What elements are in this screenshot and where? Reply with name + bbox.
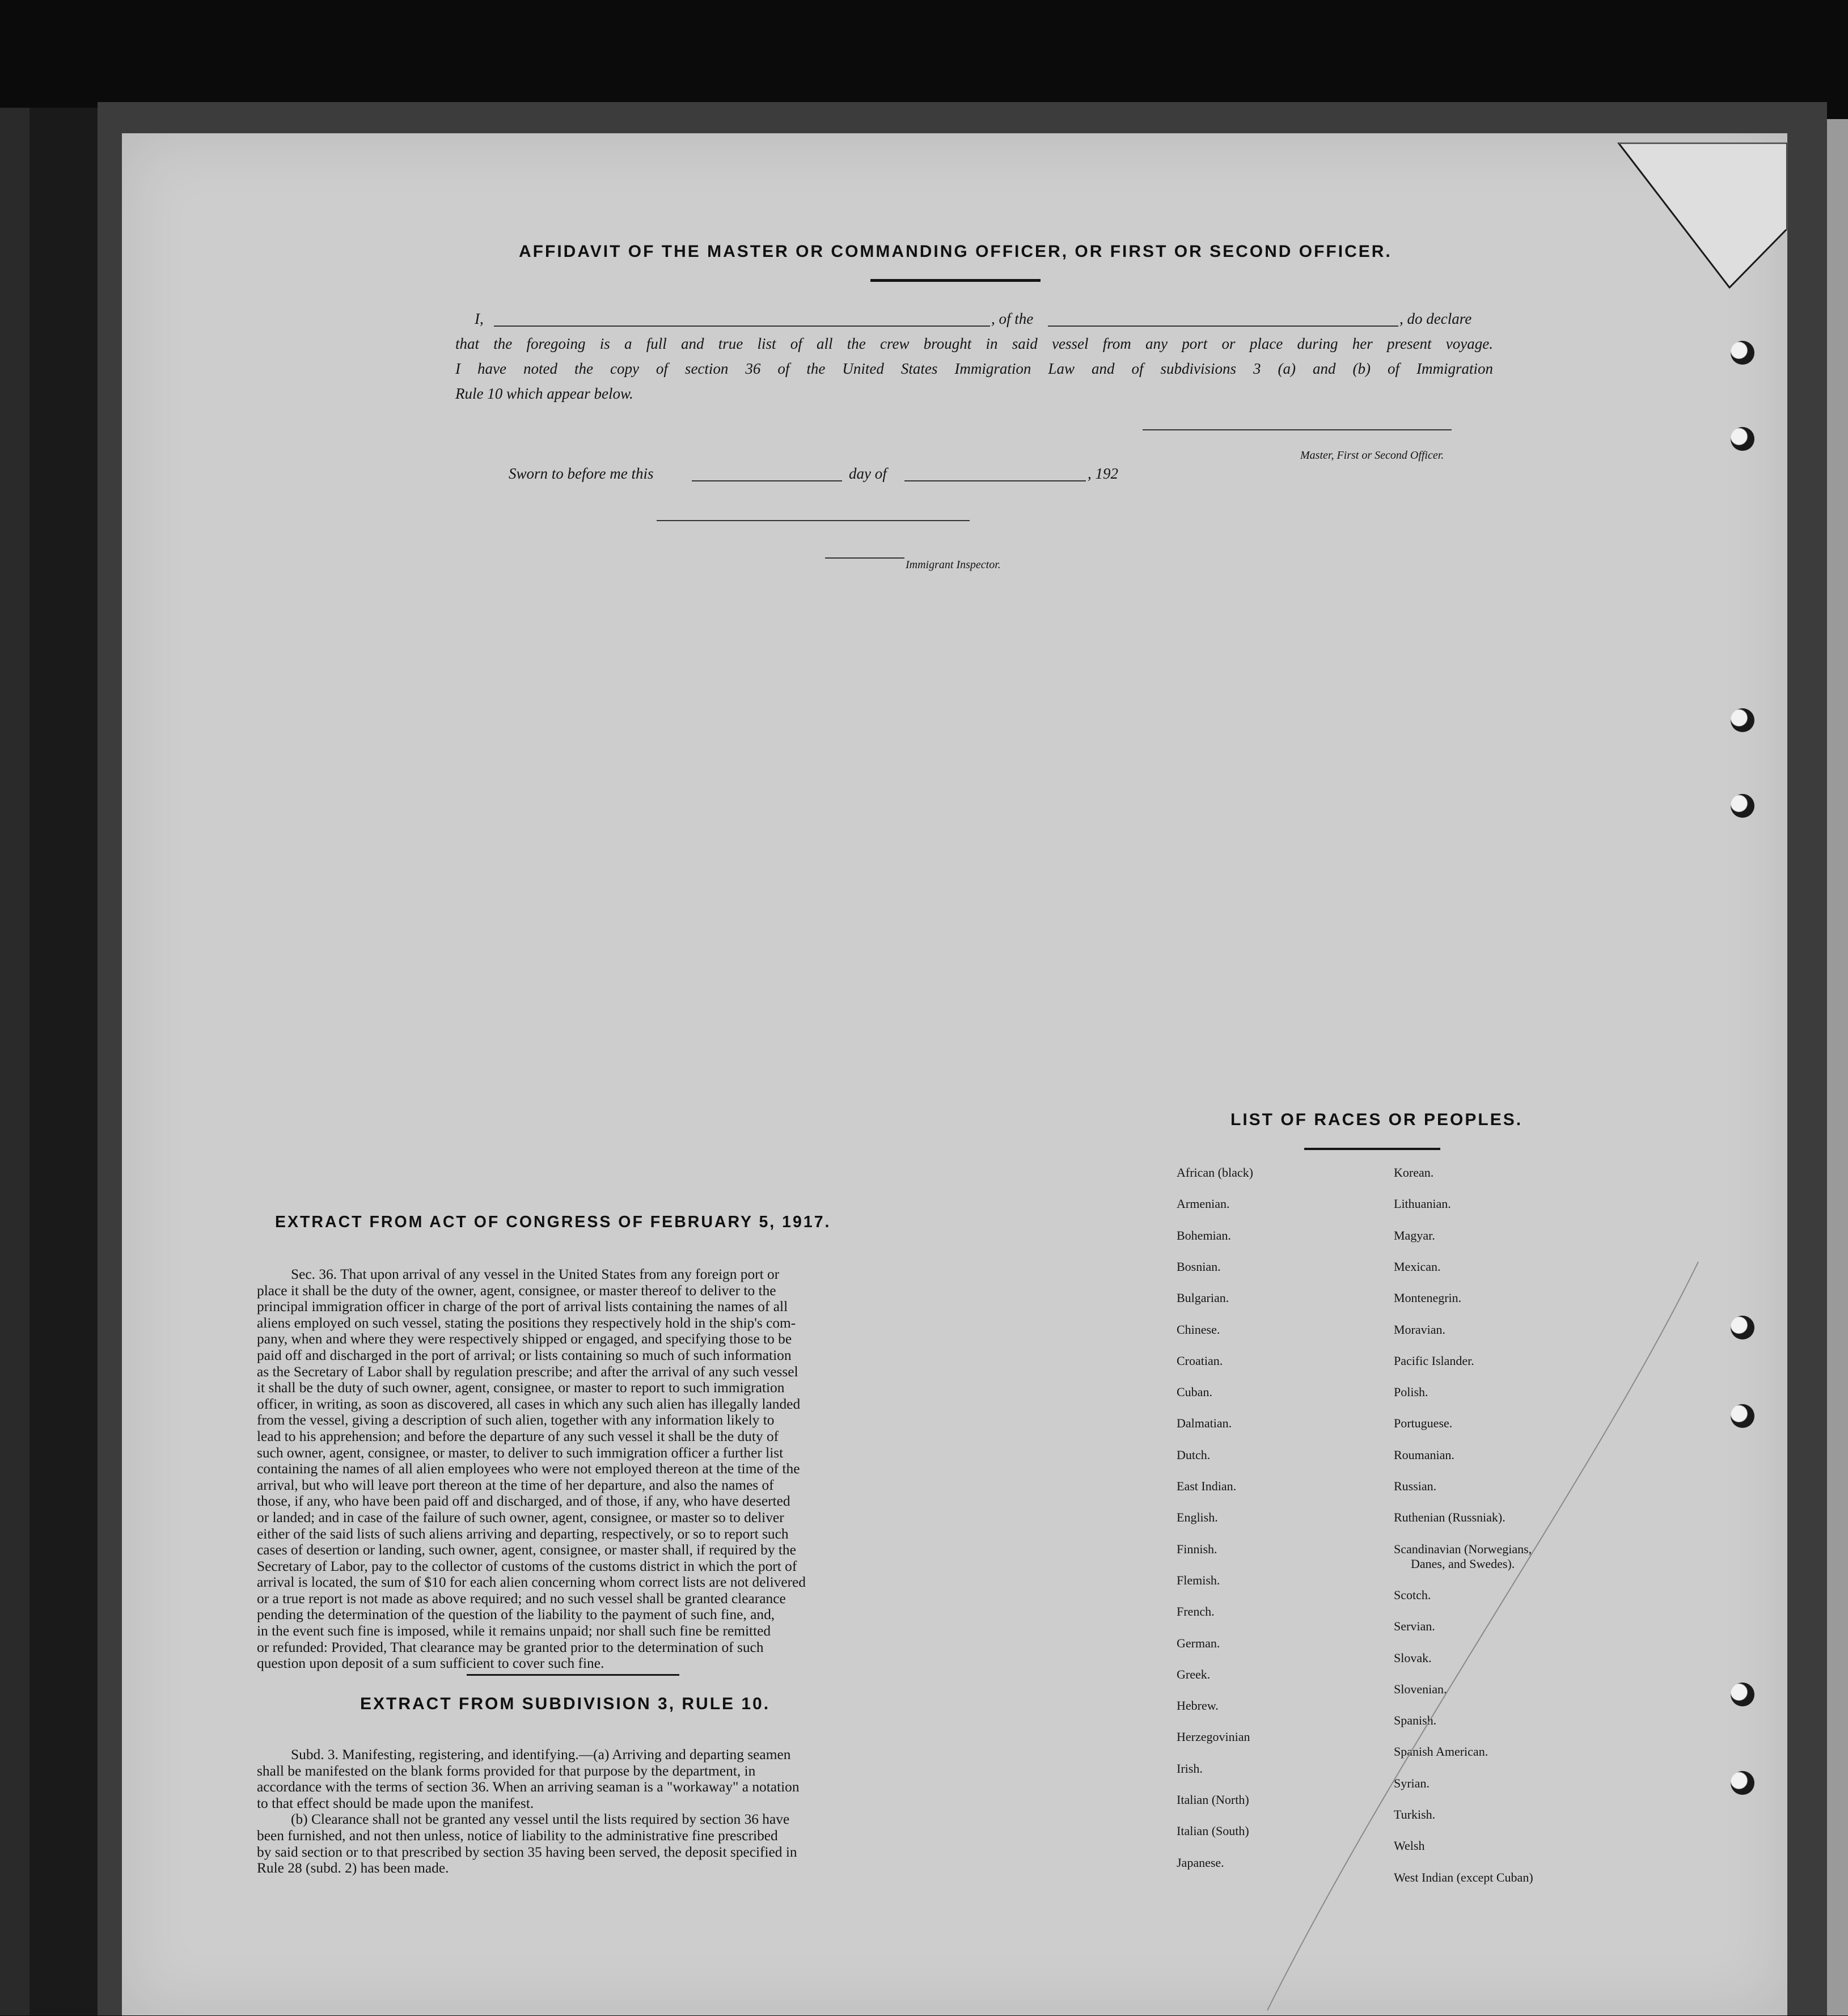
race-entry: Polish. — [1394, 1385, 1428, 1400]
binder-hole-icon — [1731, 1404, 1754, 1428]
paper-crease — [1256, 1256, 1710, 2016]
affidavit-line-2: that the foregoing is a full and true list of all the crew brought in said vessel from any port or place during her present voyage. — [455, 335, 1493, 352]
film-border-left-inner — [29, 108, 98, 2015]
text-line: or refunded: Provided, That clearance may be granted prior to the determination of such — [257, 1639, 764, 1655]
race-entry: Cuban. — [1177, 1385, 1212, 1400]
races-title-rule — [1304, 1148, 1440, 1150]
affidavit-line-4: Rule 10 which appear below. — [455, 385, 633, 402]
text-line: pending the determination of the question of the liability to the payment of such fine, and, — [257, 1607, 775, 1623]
text-line: accordance with the terms of section 36. When an arriving seaman is a "workaway" a notation — [257, 1779, 800, 1795]
race-entry: Slovak. — [1394, 1650, 1432, 1665]
race-entry: Moravian. — [1394, 1322, 1446, 1337]
race-entry: French. — [1177, 1604, 1215, 1619]
text-line: those, if any, who have been paid off and discharged, and of those, if any, who have deserted — [257, 1493, 790, 1510]
text-line: place it shall be the duty of the owner, agent, consignee, or master thereof to deliver to the — [257, 1282, 776, 1299]
inspector-signature-line — [825, 556, 904, 559]
affidavit-of-the: , of the — [991, 310, 1034, 327]
film-border-left — [0, 108, 29, 2015]
text-line: lead to his apprehension; and before the departure of any such vessel it shall be the duty of — [257, 1428, 779, 1444]
race-entry: Turkish. — [1394, 1807, 1436, 1821]
race-entry: Russian. — [1394, 1479, 1437, 1493]
binder-hole-icon — [1731, 708, 1754, 732]
race-entry: Chinese. — [1177, 1322, 1220, 1337]
race-entry: Croatian. — [1177, 1353, 1223, 1368]
underlying-page-edge — [1827, 119, 1848, 2015]
race-entry: German. — [1177, 1635, 1220, 1650]
text-line: as the Secretary of Labor shall by regulation prescribe; and after the arrival of any such vessel — [257, 1363, 798, 1380]
race-entry: Greek. — [1177, 1667, 1211, 1681]
text-line: question upon deposit of a sum sufficient to cover such fine. — [257, 1655, 604, 1672]
name-blank — [494, 310, 990, 327]
race-entry: Italian (North) — [1177, 1793, 1249, 1807]
affidavit-title: AFFIDAVIT OF THE MASTER OR COMMANDING OFFICER, OR FIRST OR SECOND OFFICER. — [519, 242, 1392, 261]
sworn-year: , 192 — [1088, 465, 1118, 482]
race-entry: Flemish. — [1177, 1573, 1220, 1587]
races-title: LIST OF RACES OR PEOPLES. — [1230, 1110, 1523, 1129]
text-line: arrival, but who will leave port thereon at the time of her departure, and also the names of — [257, 1477, 774, 1493]
text-line: paid off and discharged in the port of arrival; or lists containing so much of such information — [257, 1347, 792, 1363]
race-entry: West Indian (except Cuban) — [1394, 1870, 1533, 1884]
text-line: principal immigration officer in charge of the port of arrival lists containing the names of all — [257, 1299, 788, 1315]
affidavit-title-rule — [870, 279, 1041, 282]
race-entry: Japanese. — [1177, 1855, 1224, 1870]
race-entry: Slovenian. — [1394, 1681, 1447, 1696]
race-entry: Montenegrin. — [1394, 1291, 1462, 1305]
text-line: Subd. 3. Manifesting, registering, and identifying.—(a) Arriving and departing seamen — [291, 1747, 791, 1763]
act-extract-text — [257, 1266, 1011, 1672]
binder-hole-icon — [1731, 794, 1754, 818]
race-entry: Mexican. — [1394, 1259, 1441, 1274]
text-line: in the event such fine is imposed, while it remains unpaid; nor shall such fine be remitted — [257, 1623, 771, 1639]
race-entry: Bohemian. — [1177, 1228, 1231, 1242]
sworn-month-blank — [904, 465, 1086, 481]
text-line: been furnished, and not then unless, notice of liability to the administrative fine prescribed — [257, 1827, 778, 1844]
text-line: containing the names of all alien employees who were not employed thereon at the time of the — [257, 1461, 800, 1477]
race-entry: Dalmatian. — [1177, 1416, 1232, 1431]
binder-hole-icon — [1731, 1683, 1754, 1706]
race-entry: Portuguese. — [1394, 1416, 1453, 1431]
binder-hole-icon — [1731, 341, 1754, 365]
race-entry: Danes, and Swedes). — [1411, 1556, 1515, 1571]
binder-hole-icon — [1731, 427, 1754, 451]
race-entry: Welsh — [1394, 1839, 1425, 1853]
race-entry: Armenian. — [1177, 1197, 1230, 1211]
race-entry: Scandinavian (Norwegians, — [1394, 1541, 1532, 1556]
race-entry: Spanish American. — [1394, 1744, 1488, 1759]
sworn-line — [122, 465, 1787, 488]
race-entry: East Indian. — [1177, 1479, 1237, 1493]
race-entry: Magyar. — [1394, 1228, 1435, 1242]
sworn-prefix: Sworn to before me this — [509, 465, 654, 482]
text-line: by said section or to that prescribed by section 35 having been served, the deposit specified in — [257, 1844, 797, 1860]
race-entry: Syrian. — [1394, 1776, 1430, 1790]
race-entry: Bosnian. — [1177, 1259, 1221, 1274]
race-entry: Roumanian. — [1394, 1447, 1454, 1462]
race-entry: Irish. — [1177, 1761, 1203, 1776]
text-line: cases of desertion or landing, such owner, agent, consignee, or master shall, if required by the — [257, 1542, 796, 1558]
race-entry: Finnish. — [1177, 1541, 1217, 1556]
race-entry: English. — [1177, 1510, 1218, 1525]
race-entry: Dutch. — [1177, 1447, 1211, 1462]
race-entry: Scotch. — [1394, 1587, 1431, 1602]
text-line: or landed; and in case of the failure of such owner, agent, consignee, or master so to deliver — [257, 1509, 784, 1525]
act-extract-title: EXTRACT FROM ACT OF CONGRESS OF FEBRUARY 5, 1917. — [275, 1213, 831, 1231]
affidavit-i: I, — [475, 310, 484, 327]
text-line: arrival is located, the sum of $10 for each alien concerning whom correct lists are not delivered — [257, 1574, 806, 1591]
text-line: either of the said lists of such aliens arriving and departing, respectively, or so to report such — [257, 1525, 789, 1542]
signature-line — [1143, 428, 1452, 430]
act-extract-divider — [467, 1674, 679, 1676]
race-entry: Korean. — [1394, 1165, 1434, 1180]
text-line: aliens employed on such vessel, stating the positions they respectively hold in the ship's com- — [257, 1315, 796, 1331]
text-line: Sec. 36. That upon arrival of any vessel in the United States from any foreign port or — [291, 1266, 780, 1282]
text-line: pany, when and where they were respectively shipped or engaged, and specifying those to be — [257, 1331, 792, 1347]
race-entry: Italian (South) — [1177, 1824, 1249, 1839]
text-line: shall be manifested on the blank forms provided for that purpose by the department, in — [257, 1763, 756, 1779]
binder-hole-icon — [1731, 1771, 1754, 1795]
inspector-caption: Immigrant Inspector. — [906, 559, 1001, 571]
binder-hole-icon — [1731, 1316, 1754, 1339]
sworn-day-blank — [692, 465, 842, 481]
text-line: from the vessel, giving a description of such alien, together with any information likely to — [257, 1412, 775, 1428]
folded-corner — [1616, 139, 1792, 292]
witness-signature-line — [657, 519, 970, 521]
race-entry: African (black) — [1177, 1165, 1253, 1180]
race-entry: Herzegovinian — [1177, 1730, 1250, 1744]
race-entry: Lithuanian. — [1394, 1197, 1451, 1211]
sworn-day-of: day of — [849, 465, 887, 482]
text-line: Rule 28 (subd. 2) has been made. — [257, 1860, 449, 1876]
signature-caption: Master, First or Second Officer. — [1300, 449, 1444, 462]
race-entry: Pacific Islander. — [1394, 1353, 1474, 1368]
vessel-blank — [1048, 310, 1398, 327]
document-page — [122, 133, 1787, 2015]
rule-extract-text — [257, 1747, 1011, 1876]
race-entry: Bulgarian. — [1177, 1291, 1229, 1305]
race-entry: Hebrew. — [1177, 1698, 1219, 1713]
text-line: officer, in writing, as soon as discovered, all cases in which any such alien has illegally landed — [257, 1396, 801, 1412]
race-entry: Spanish. — [1394, 1713, 1437, 1728]
text-line: (b) Clearance shall not be granted any vessel until the lists required by section 36 have — [291, 1811, 790, 1828]
rule-extract-title: EXTRACT FROM SUBDIVISION 3, RULE 10. — [360, 1694, 771, 1713]
text-line: or a true report is not made as above required; and no such vessel shall be granted clearance — [257, 1590, 786, 1607]
affidavit-line-1 — [122, 310, 1787, 333]
text-line: such owner, agent, consignee, or master, to deliver to such immigration officer a further list — [257, 1444, 784, 1461]
text-line: Secretary of Labor, pay to the collector of customs of the customs district in which the port of — [257, 1558, 797, 1574]
affidavit-line-3: I have noted the copy of section 36 of the United States Immigration Law and of subdivisions 3 (a) and (b) of Immigration — [455, 360, 1493, 377]
affidavit-do-declare: , do declare — [1399, 310, 1472, 327]
text-line: to that effect should be made upon the manifest. — [257, 1795, 534, 1811]
text-line: it shall be the duty of such owner, agent, consignee, or master to report to such immigration — [257, 1380, 785, 1396]
race-entry: Servian. — [1394, 1619, 1435, 1634]
race-entry: Ruthenian (Russniak). — [1394, 1510, 1506, 1525]
